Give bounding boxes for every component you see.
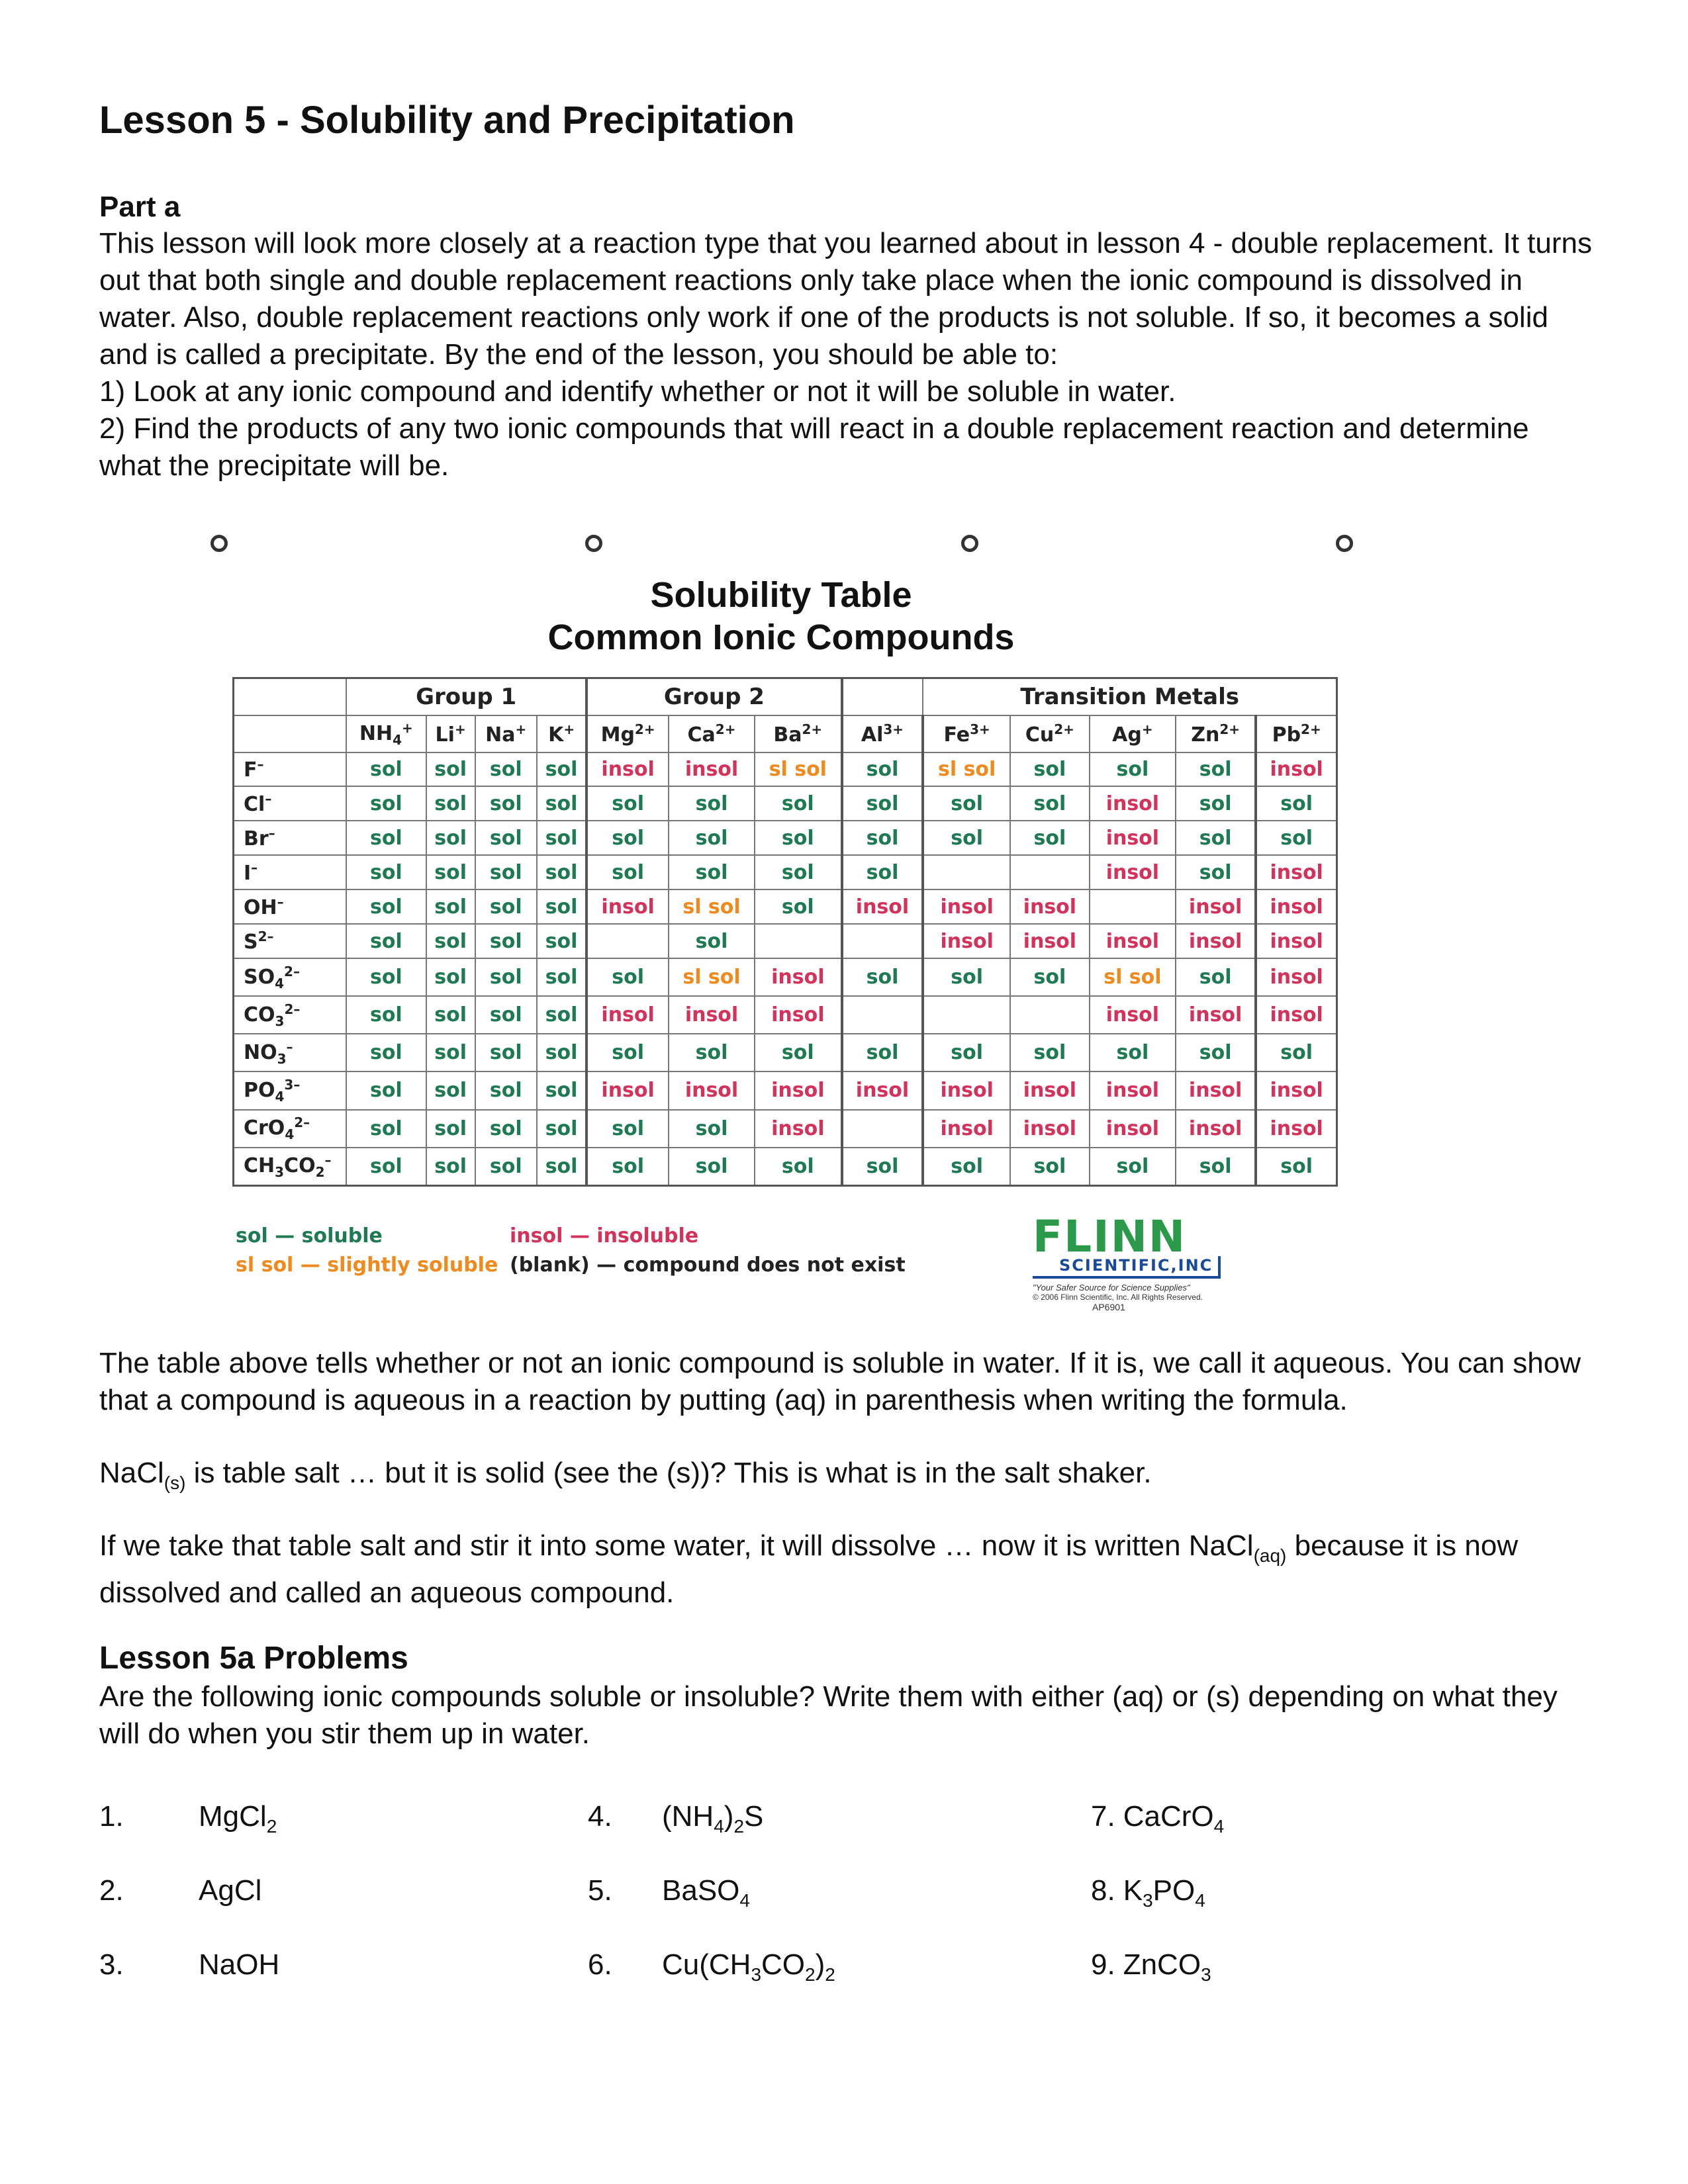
solubility-cell: sol xyxy=(426,996,475,1034)
solubility-cell: sol xyxy=(475,1071,537,1109)
solubility-cell: sol xyxy=(426,1110,475,1148)
solubility-cell: sol xyxy=(537,996,586,1034)
anion-label: $NO_3^-$ xyxy=(234,1034,347,1071)
solubility-cell: sol xyxy=(842,1148,923,1186)
legend-blank: (blank) — compound does not exist xyxy=(510,1253,906,1277)
solubility-cell: sol xyxy=(586,958,669,996)
solubility-cell: insol xyxy=(842,889,923,924)
solubility-cell: sl sol xyxy=(669,889,755,924)
solubility-cell: sol xyxy=(1090,1034,1176,1071)
solubility-cell: sol xyxy=(669,855,755,889)
solubility-cell: sol xyxy=(586,786,669,821)
flinn-code: AP6901 xyxy=(1092,1302,1125,1312)
solubility-cell: insol xyxy=(1010,1110,1090,1148)
flinn-name: FLINN xyxy=(1033,1211,1187,1262)
solubility-cell: sol xyxy=(475,889,537,924)
solubility-cell: sol xyxy=(346,924,426,958)
table-row xyxy=(234,786,1337,821)
solubility-cell: insol xyxy=(1090,996,1176,1034)
table-title: Solubility Table xyxy=(650,575,912,615)
table-row xyxy=(234,924,1337,958)
solubility-cell: sol xyxy=(475,996,537,1034)
solubility-cell: insol xyxy=(1090,1071,1176,1109)
cation-header: $NH_4^+$ xyxy=(346,715,426,752)
solubility-cell: sol xyxy=(1010,958,1090,996)
solubility-cell: sol xyxy=(586,1110,669,1148)
solubility-cell: insol xyxy=(1090,924,1176,958)
cation-header: $Al^{3+}$ xyxy=(842,715,923,752)
solubility-cell: sol xyxy=(923,1148,1010,1186)
solubility-cell: insol xyxy=(1010,889,1090,924)
solubility-cell: sol xyxy=(1256,821,1336,855)
solubility-cell xyxy=(842,996,923,1034)
solubility-cell: sol xyxy=(426,889,475,924)
solubility-cell: sol xyxy=(755,889,842,924)
solubility-cell: insol xyxy=(669,752,755,787)
solubility-cell: sol xyxy=(537,1148,586,1186)
solubility-cell: sol xyxy=(426,821,475,855)
solubility-cell: sol xyxy=(842,821,923,855)
solubility-cell: sol xyxy=(346,1071,426,1109)
solubility-cell: insol xyxy=(586,889,669,924)
solubility-cell: insol xyxy=(923,924,1010,958)
intro-text xyxy=(99,225,1595,484)
solubility-cell: insol xyxy=(755,1110,842,1148)
solubility-cell: insol xyxy=(1256,855,1336,889)
problem-item xyxy=(99,1800,277,1837)
problem-number: 5. xyxy=(588,1874,612,1907)
solubility-cell: sol xyxy=(1010,821,1090,855)
solubility-cell: insol xyxy=(923,1110,1010,1148)
problem-number: 6. xyxy=(588,1948,612,1981)
solubility-cell xyxy=(923,855,1010,889)
solubility-cell: insol xyxy=(1256,996,1336,1034)
solubility-table xyxy=(232,677,1338,1187)
solubility-cell: sol xyxy=(586,855,669,889)
solubility-cell: sol xyxy=(426,786,475,821)
solubility-cell: sol xyxy=(1010,786,1090,821)
problem-number: 2. xyxy=(99,1874,124,1907)
anion-label: $CO_3^{2-}$ xyxy=(234,996,347,1034)
anion-label: OH– xyxy=(234,889,347,924)
solubility-cell: insol xyxy=(1090,1110,1176,1148)
solubility-cell: sol xyxy=(1176,958,1256,996)
solubility-cell: insol xyxy=(1256,1071,1336,1109)
dissolve-text-end: because it is now dissolved and called an aqueous compound. xyxy=(99,1529,1519,1609)
nacl-formula: NaCl xyxy=(99,1457,164,1489)
intro-paragraph: This lesson will look more closely at a reaction type that you learned about in lesson 4 - double replacement. It turns out that both single and double replacement reactions only take place when the ionic compound is dissolved in water. Also, double replacement reactions only work if one of the products is not soluble. If so, it becomes a solid and is called a precipitate. By the end of the lesson, you should be able to: xyxy=(99,227,1592,371)
cation-header: $Ba^{2+}$ xyxy=(755,715,842,752)
cation-header: Ag+ xyxy=(1090,715,1176,752)
anion-label: CrO$_4^{2-}$ xyxy=(234,1110,347,1148)
table-row xyxy=(234,996,1337,1034)
solubility-cell: sol xyxy=(669,821,755,855)
solubility-cell: sl sol xyxy=(1090,958,1176,996)
solubility-cell: sol xyxy=(346,958,426,996)
solubility-cell: insol xyxy=(1176,889,1256,924)
solubility-cell: sol xyxy=(923,958,1010,996)
cation-header: $Ca^{2+}$ xyxy=(669,715,755,752)
anion-label: $CH_3CO_2^-$ xyxy=(234,1148,347,1186)
solubility-cell xyxy=(842,924,923,958)
solubility-cell: insol xyxy=(1090,821,1176,855)
cation-header: $Pb^{2+}$ xyxy=(1256,715,1336,752)
solubility-cell: sol xyxy=(755,855,842,889)
binder-hole-icon xyxy=(585,535,602,552)
solubility-cell: sol xyxy=(842,752,923,787)
table-row xyxy=(234,958,1337,996)
problem-number: 1. xyxy=(99,1800,124,1833)
state-solid: (s) xyxy=(164,1472,186,1493)
solubility-cell: sl sol xyxy=(669,958,755,996)
solubility-cell: sol xyxy=(755,821,842,855)
problem-formula: $K_3PO_4$ xyxy=(1123,1874,1205,1911)
page-title: Lesson 5 - Solubility and Precipitation xyxy=(99,99,795,142)
solubility-cell: sol xyxy=(537,1110,586,1148)
solubility-cell: sol xyxy=(537,958,586,996)
solubility-cell: sol xyxy=(475,924,537,958)
anion-label: I– xyxy=(234,855,347,889)
problem-item xyxy=(99,1874,262,1907)
solubility-cell: sol xyxy=(586,1148,669,1186)
problem-formula: $Cu(CH_3CO_2)_2$ xyxy=(662,1948,835,1985)
anion-label: $S^{2-}$ xyxy=(234,924,347,958)
problem-formula: ZnCO$_3$ xyxy=(1123,1948,1211,1985)
solubility-cell: sol xyxy=(1176,855,1256,889)
solubility-cell: sol xyxy=(1256,1034,1336,1071)
solubility-cell: sol xyxy=(426,855,475,889)
problem-number: 7. xyxy=(1091,1800,1115,1833)
solubility-cell: sol xyxy=(475,821,537,855)
anion-label: $SO_4^{2-}$ xyxy=(234,958,347,996)
table-row xyxy=(234,821,1337,855)
cation-header: $Zn^{2+}$ xyxy=(1176,715,1256,752)
solubility-cell xyxy=(755,924,842,958)
state-aqueous: (aq) xyxy=(1253,1545,1287,1566)
solubility-cell: sol xyxy=(669,924,755,958)
solubility-cell: sol xyxy=(669,786,755,821)
solubility-cell: sol xyxy=(842,958,923,996)
goal-2: 2) Find the products of any two ionic compounds that will react in a double replacement reaction and determine what the precipitate will be. xyxy=(99,412,1529,482)
solubility-cell: sol xyxy=(537,889,586,924)
problem-item xyxy=(1091,1800,1224,1837)
problem-item xyxy=(588,1800,764,1837)
solubility-cell: sol xyxy=(475,786,537,821)
anion-label: Cl– xyxy=(234,786,347,821)
solubility-cell: sol xyxy=(346,752,426,787)
problem-item xyxy=(1091,1948,1211,1985)
cation-header: $Fe^{3+}$ xyxy=(923,715,1010,752)
solubility-cell: sol xyxy=(1010,1034,1090,1071)
solubility-cell xyxy=(1010,855,1090,889)
solubility-cell xyxy=(1010,996,1090,1034)
anion-label: Br– xyxy=(234,821,347,855)
solubility-cell: sol xyxy=(923,1034,1010,1071)
flinn-logo xyxy=(1033,1211,1221,1312)
problems-instructions xyxy=(99,1678,1595,1752)
solubility-cell: sol xyxy=(842,1034,923,1071)
nacl-aqueous-paragraph xyxy=(99,1527,1595,1612)
solubility-cell: sol xyxy=(1256,1148,1336,1186)
solubility-cell: sl sol xyxy=(755,752,842,787)
solubility-cell: sol xyxy=(537,821,586,855)
solubility-cell: insol xyxy=(586,1071,669,1109)
solubility-cell: sol xyxy=(755,786,842,821)
instructions-text: Are the following ionic compounds soluble or insoluble? Write them with either (aq) or (s) depending on what they will do when you stir them up in water. xyxy=(99,1680,1558,1750)
solubility-cell: sol xyxy=(842,786,923,821)
solubility-cell xyxy=(586,924,669,958)
solubility-cell: sol xyxy=(346,821,426,855)
table-row xyxy=(234,1110,1337,1148)
solubility-cell: sol xyxy=(475,855,537,889)
solubility-cell: insol xyxy=(1176,924,1256,958)
problem-item xyxy=(1091,1874,1205,1911)
solubility-cell: sol xyxy=(537,1071,586,1109)
solubility-cell: sol xyxy=(475,1034,537,1071)
binder-hole-icon xyxy=(211,535,228,552)
table-row xyxy=(234,855,1337,889)
problem-formula: MgCl$_2$ xyxy=(199,1800,277,1837)
solubility-cell: sol xyxy=(346,1110,426,1148)
solubility-cell: sol xyxy=(1010,1148,1090,1186)
solubility-cell: insol xyxy=(669,1071,755,1109)
solubility-cell: sol xyxy=(426,1071,475,1109)
problem-formula: NaOH xyxy=(199,1948,280,1981)
solubility-cell: insol xyxy=(669,996,755,1034)
table-row xyxy=(234,1071,1337,1109)
table-row xyxy=(234,752,1337,787)
anion-label: $PO_4^{3-}$ xyxy=(234,1071,347,1109)
solubility-cell: sol xyxy=(669,1110,755,1148)
solubility-cell: insol xyxy=(842,1071,923,1109)
problems-heading: Lesson 5a Problems xyxy=(99,1641,408,1676)
solubility-cell: insol xyxy=(1090,786,1176,821)
problem-number: 9. xyxy=(1091,1948,1115,1981)
solubility-cell: sol xyxy=(586,821,669,855)
solubility-cell: sol xyxy=(1090,1148,1176,1186)
problem-item xyxy=(99,1948,280,1981)
problem-item xyxy=(588,1948,835,1985)
problem-formula: BaSO$_4$ xyxy=(662,1874,750,1911)
solubility-cell: sol xyxy=(1176,1034,1256,1071)
transition-metals-header: Transition Metals xyxy=(923,678,1336,715)
solubility-cell: sol xyxy=(1176,752,1256,787)
problem-number: 4. xyxy=(588,1800,612,1833)
aqueous-paragraph: The table above tells whether or not an ionic compound is soluble in water. If it is, we call it aqueous. You can show that a compound is aqueous in a reaction by putting (aq) in parenthesis when writing the formula. xyxy=(99,1347,1581,1416)
solubility-cell: sol xyxy=(755,1034,842,1071)
solubility-cell: sol xyxy=(346,1148,426,1186)
cation-header: Li+ xyxy=(426,715,475,752)
solubility-cell: sol xyxy=(537,924,586,958)
goal-1: 1) Look at any ionic compound and identify whether or not it will be soluble in water. xyxy=(99,375,1176,408)
table-subtitle: Common Ionic Compounds xyxy=(547,617,1015,657)
solubility-cell: insol xyxy=(923,889,1010,924)
solubility-cell: sol xyxy=(923,786,1010,821)
dissolve-text: If we take that table salt and stir it into some water, it will dissolve … now it is written NaCl xyxy=(99,1529,1254,1562)
solubility-cell: sol xyxy=(475,1110,537,1148)
legend-sol: sol — soluble xyxy=(236,1224,383,1248)
solubility-cell: sol xyxy=(1090,752,1176,787)
part-a-heading: Part a xyxy=(99,191,181,223)
solubility-cell: insol xyxy=(586,752,669,787)
solubility-cell: sol xyxy=(537,752,586,787)
solubility-cell: sol xyxy=(755,1148,842,1186)
solubility-cell: sol xyxy=(537,1034,586,1071)
solubility-cell: sol xyxy=(346,889,426,924)
legend-insol: insol — insoluble xyxy=(510,1224,699,1248)
solubility-cell: sol xyxy=(537,786,586,821)
solubility-cell: sol xyxy=(346,996,426,1034)
table-row xyxy=(234,1034,1337,1071)
cation-header: K+ xyxy=(537,715,586,752)
solubility-cell: insol xyxy=(755,958,842,996)
problem-number: 3. xyxy=(99,1948,124,1981)
solubility-cell: sol xyxy=(346,786,426,821)
solubility-cell: sol xyxy=(426,924,475,958)
nacl-solid-text: is table salt … but it is solid (see the (s))? This is what is in the salt shaker. xyxy=(185,1457,1152,1489)
solubility-cell: sol xyxy=(1176,821,1256,855)
solubility-cell: sol xyxy=(346,1034,426,1071)
solubility-cell: insol xyxy=(1256,924,1336,958)
solubility-cell: sol xyxy=(669,1034,755,1071)
solubility-cell: sol xyxy=(842,855,923,889)
flinn-copyright: © 2006 Flinn Scientific, Inc. All Rights Reserved. xyxy=(1033,1293,1203,1302)
solubility-cell: insol xyxy=(1176,1071,1256,1109)
solubility-cell: insol xyxy=(1256,1110,1336,1148)
solubility-cell: sol xyxy=(586,1034,669,1071)
solubility-cell: sol xyxy=(1010,752,1090,787)
flinn-subtitle: SCIENTIFIC,INC xyxy=(1033,1256,1221,1279)
solubility-cell: sol xyxy=(426,1034,475,1071)
problem-formula: CaCrO$_4$ xyxy=(1123,1800,1225,1837)
binder-hole-icon xyxy=(961,535,978,552)
solubility-cell: insol xyxy=(1010,924,1090,958)
group-1-header: Group 1 xyxy=(346,678,586,715)
solubility-cell: insol xyxy=(586,996,669,1034)
solubility-cell: insol xyxy=(1256,889,1336,924)
solubility-cell: insol xyxy=(1176,996,1256,1034)
table-row xyxy=(234,1148,1337,1186)
solubility-cell: sol xyxy=(1256,786,1336,821)
solubility-cell: insol xyxy=(755,996,842,1034)
legend-sl-sol: sl sol — slightly soluble xyxy=(236,1253,498,1277)
solubility-cell: sol xyxy=(426,1148,475,1186)
solubility-cell: sl sol xyxy=(923,752,1010,787)
solubility-cell: insol xyxy=(1256,752,1336,787)
solubility-cell: sol xyxy=(346,855,426,889)
table-row xyxy=(234,889,1337,924)
problem-formula: $(NH_4)_2S$ xyxy=(662,1800,764,1837)
aqueous-explanation xyxy=(99,1345,1595,1419)
solubility-cell: sol xyxy=(426,958,475,996)
solubility-cell: insol xyxy=(1010,1071,1090,1109)
anion-label: F– xyxy=(234,752,347,787)
solubility-cell: sol xyxy=(475,752,537,787)
nacl-solid-line xyxy=(99,1455,1595,1502)
solubility-cell: sol xyxy=(475,958,537,996)
problem-item xyxy=(588,1874,750,1911)
solubility-cell: sol xyxy=(537,855,586,889)
solubility-cell xyxy=(842,1110,923,1148)
solubility-cell: insol xyxy=(755,1071,842,1109)
solubility-cell: insol xyxy=(923,1071,1010,1109)
cation-header: $Mg^{2+}$ xyxy=(586,715,669,752)
problem-number: 8. xyxy=(1091,1874,1115,1907)
flinn-tagline: "Your Safer Source for Science Supplies" xyxy=(1033,1283,1190,1293)
solubility-cell: sol xyxy=(475,1148,537,1186)
cation-header: Na+ xyxy=(475,715,537,752)
solubility-cell: sol xyxy=(923,821,1010,855)
solubility-cell: sol xyxy=(1176,1148,1256,1186)
solubility-cell: sol xyxy=(426,752,475,787)
binder-hole-icon xyxy=(1336,535,1353,552)
solubility-cell: sol xyxy=(1176,786,1256,821)
solubility-cell: insol xyxy=(1256,958,1336,996)
solubility-cell: insol xyxy=(1090,855,1176,889)
group-2-header: Group 2 xyxy=(586,678,841,715)
solubility-cell xyxy=(1090,889,1176,924)
cation-header: $Cu^{2+}$ xyxy=(1010,715,1090,752)
solubility-cell xyxy=(923,996,1010,1034)
solubility-cell: insol xyxy=(1176,1110,1256,1148)
problem-formula: AgCl xyxy=(199,1874,262,1907)
solubility-cell: sol xyxy=(669,1148,755,1186)
